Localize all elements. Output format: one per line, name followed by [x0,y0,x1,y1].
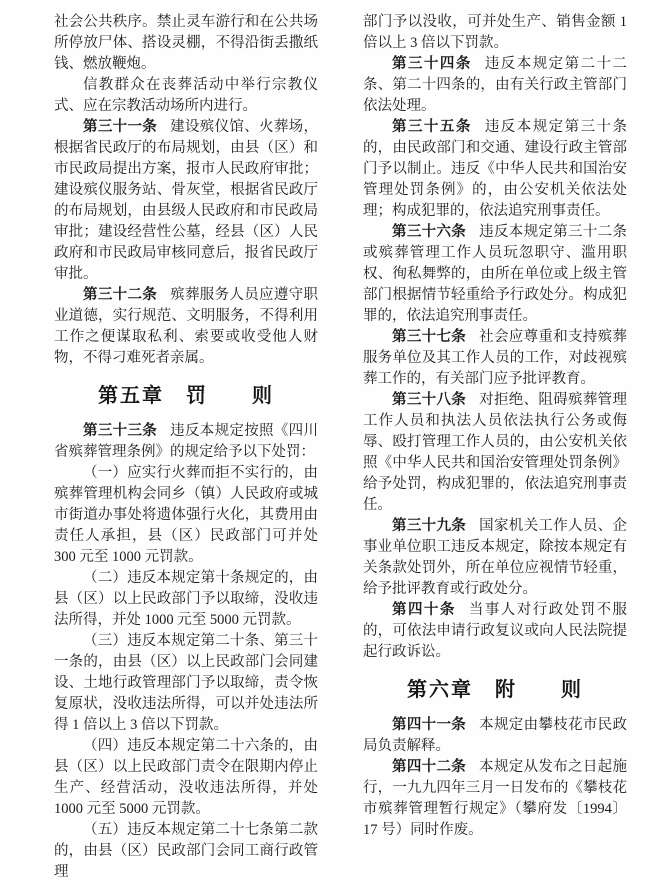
article-paragraph [54,285,318,369]
article-number-label: 第三十八条 [392,392,467,408]
article-text: 当事人对行政处罚不服的，可依法申请行政复议或向人民法院提起行政诉讼。 [363,602,628,660]
article-paragraph [363,390,627,516]
article-number-label: 第四十一条 [392,717,467,733]
chapter-heading: 第五章 罚 则 [98,385,274,407]
article-text: 本规定从发布之日起施行，一九九四年三月一日发布的《攀枝花市殡葬管理暂行规定》（攀府发〔1994〕17 号）同时作废。 [363,759,628,838]
body-paragraph: 信教群众在丧葬活动中举行宗教仪式、应在宗教活动场所内进行。 [54,77,318,114]
article-number-label: 第三十六条 [392,224,467,240]
article-text: 本规定由攀枝花市民政局负责解释。 [363,717,628,754]
article-text: 违反本规定第三十二条或殡葬管理工作人员玩忽职守、滥用职权、徇私舞弊的，由所在单位或上级主管部门根据情节轻重给予行政处分。构成犯罪的，依法追究刑事责任。 [363,224,628,324]
article-text: 违反本规定第二十二条、第二十四条的，由有关行政主管部门依法处理。 [363,56,628,114]
body-paragraph: （三）违反本规定第二十条、第三十一条的，由县（区）以上民政部门会同建设、土地行政管理部门予以取缔，责令恢复原状，没收违法所得，可以并处违法所得 1 倍以上 3 倍以下罚款。 [54,633,318,733]
article-number-label: 第三十九条 [392,518,467,534]
body-paragraph: （四）违反本规定第二十六条的，由县（区）以上民政部门责令在限期内停止生产、经营活动，没收违法所得，并处 1000 元至 5000 元罚款。 [54,738,318,817]
left-column [54,12,318,883]
article-paragraph [363,327,627,390]
article-number-label: 第三十七条 [392,329,467,345]
article-text: 社会应尊重和支持殡葬服务单位及其工作人员的工作，对歧视殡葬工作的，有关部门应予批评教育。 [363,329,628,387]
article-text: 对拒绝、阻碍殡葬管理工作人员和执法人员依法执行公务或侮辱、殴打管理工作人员的，由公安机关依照《中华人民共和国治安管理处罚条例》给予处罚，构成犯罪的，依法追究刑事责任。 [363,392,628,513]
article-number-label: 第四十条 [392,602,456,618]
article-paragraph [363,222,627,327]
article-number-label: 第三十一条 [83,119,158,135]
article-paragraph [363,715,627,757]
chapter-heading: 第六章 附 则 [407,679,583,701]
body-paragraph: 部门予以没收，可并处生产、销售金额 1 倍以上 3 倍以下罚款。 [363,14,627,51]
right-column [363,12,627,841]
body-paragraph: （二）违反本规定第十条规定的，由县（区）以上民政部门予以取缔，没收违法所得，并处 1000 元至 5000 元罚款。 [54,570,318,628]
article-paragraph [363,757,627,841]
article-paragraph [54,421,318,463]
article-number-label: 第四十二条 [392,759,467,775]
body-paragraph: （五）违反本规定第二十七条第二款的，由县（区）民政部门会同工商行政管理 [54,822,318,880]
article-text: 违反本规定第三十条的，由民政部门和交通、建设行政主管部门予以制止。违反《中华人民共和国治安管理处罚条例》的，由公安机关依法处理；构成犯罪的，依法追究刑事责任。 [363,119,628,219]
article-number-label: 第三十三条 [83,423,158,439]
article-text: 国家机关工作人员、企事业单位职工违反本规定，除按本规定有关条款处罚外，所在单位应视情节轻重，给予批评教育或行政处分。 [363,518,628,597]
article-paragraph [363,516,627,600]
article-number-label: 第三十四条 [392,56,472,72]
article-paragraph [363,54,627,117]
article-number-label: 第三十五条 [392,119,472,135]
body-paragraph: （一）应实行火葬而拒不实行的，由殡葬管理机构会同乡（镇）人民政府或城市街道办事处将遗体强行火化，其费用由责任人承担，县（区）民政部门可并处 300 元至 1000 元罚款。 [54,465,318,565]
article-paragraph [363,117,627,222]
body-paragraph: 社会公共秩序。禁止灵车游行和在公共场所停放尸体、搭设灵棚，不得沿街丢撒纸钱、燃放鞭炮。 [54,14,318,72]
article-paragraph [363,600,627,663]
article-paragraph [54,117,318,285]
article-text: 殡葬服务人员应遵守职业道德，实行规范、文明服务，不得利用工作之便谋取私利、索要或收受他人财物，不得刁难死者亲属。 [54,287,319,366]
article-text: 违反本规定按照《四川省殡葬管理条例》的规定给予以下处罚： [54,423,319,460]
article-number-label: 第三十二条 [83,287,158,303]
article-text: 建设殡仪馆、火葬场，根据省民政厅的布局规划，由县（区）和市民政局提出方案，报市人民政府审批；建设殡仪服务站、骨灰堂，根据省民政厅的布局规划，由县级人民政府和市民政局审批；建设经营性公墓，经县（区）人民政府和市民政局审核同意后，报省民政厅审批。 [54,119,319,282]
